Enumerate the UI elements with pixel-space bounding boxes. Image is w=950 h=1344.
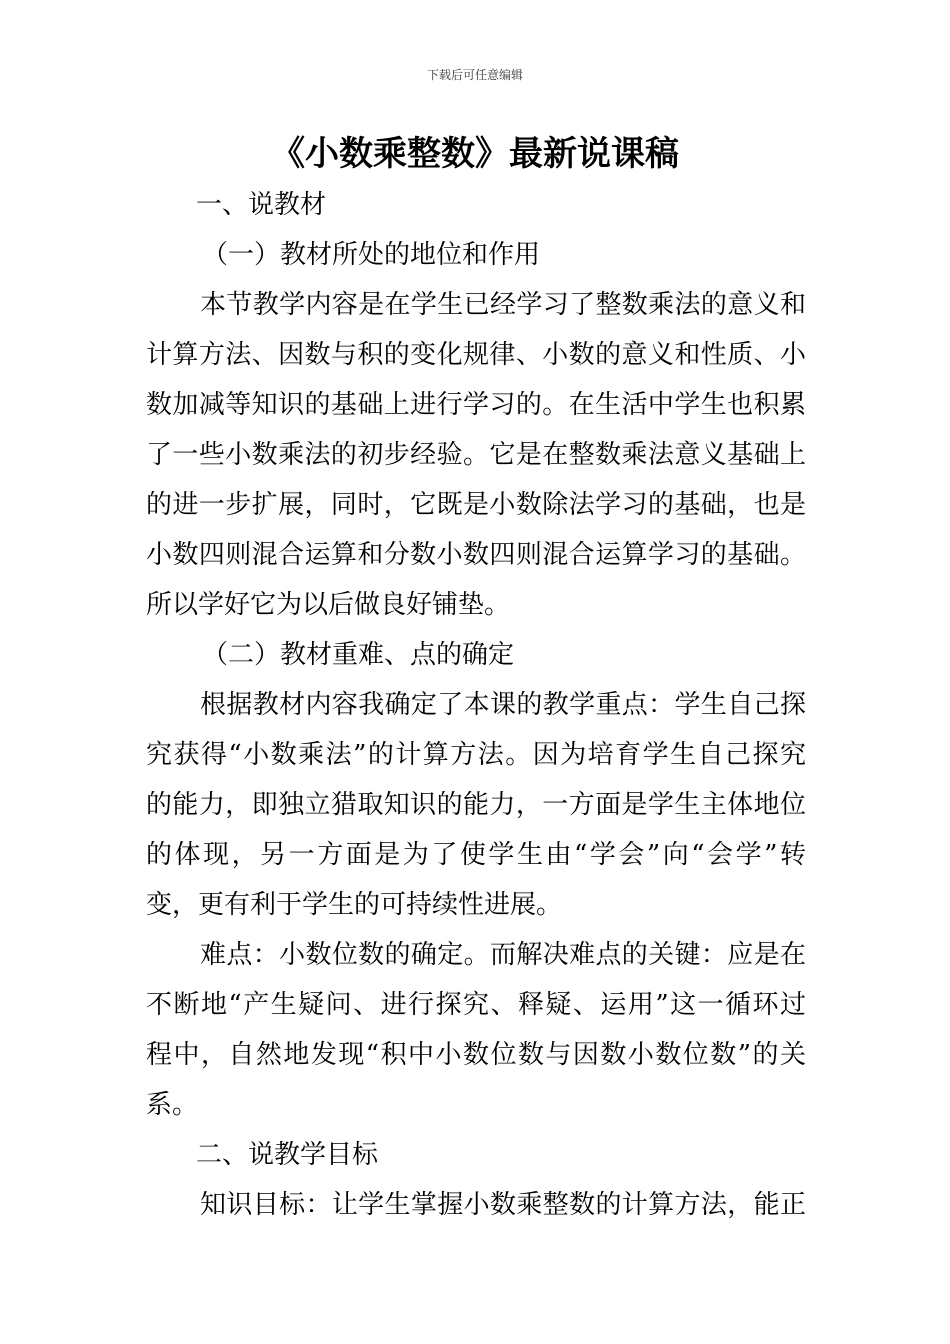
paragraph-line: 小数四则混合运算和分数小数四则混合运算学习的基础。 [146,540,806,570]
section-heading-1: 一、说教材 [196,190,327,220]
document-body [146,180,806,1230]
paragraph-line: 的进一步扩展，同时，它既是小数除法学习的基础，也是 [146,490,806,520]
paragraph-line: 数加减等知识的基础上进行学习的。在生活中学生也积累 [146,390,806,420]
subsection-heading-1: （一）教材所处的地位和作用 [202,240,541,270]
subsection-heading-2: （二）教材重难、点的确定 [202,640,515,670]
paragraph-line: 系。 [146,1090,199,1120]
paragraph-line: 根据教材内容我确定了本课的教学重点：学生自己探 [200,690,806,720]
paragraph-line: 不断地“产生疑问、进行探究、释疑、运用”这一循环过 [146,990,806,1020]
page-header: 下载后可任意编辑 [426,68,523,82]
paragraph-line: 了一些小数乘法的初步经验。它是在整数乘法意义基础上 [146,440,806,470]
section-heading-2: 二、说教学目标 [196,1140,379,1170]
paragraph-line: 变，更有利于学生的可持续性进展。 [146,890,563,920]
paragraph-line: 知识目标：让学生掌握小数乘整数的计算方法，能正 [200,1190,806,1220]
paragraph-line: 究获得“小数乘法”的计算方法。因为培育学生自己探究 [146,740,806,770]
paragraph-line: 难点：小数位数的确定。而解决难点的关键：应是在 [200,940,806,970]
paragraph-line: 计算方法、因数与积的变化规律、小数的意义和性质、小 [146,340,806,370]
paragraph-line: 所以学好它为以后做良好铺垫。 [146,590,511,620]
paragraph-line: 本节教学内容是在学生已经学习了整数乘法的意义和 [200,290,806,320]
paragraph-line: 程中，自然地发现“积中小数位数与因数小数位数”的关 [146,1040,806,1070]
paragraph-line: 的体现，另一方面是为了使学生由“学会”向“会学”转 [146,840,806,870]
paragraph-line: 的能力，即独立猎取知识的能力，一方面是学生主体地位 [146,790,806,820]
document-title: 《小数乘整数》最新说课稿 [271,134,679,174]
